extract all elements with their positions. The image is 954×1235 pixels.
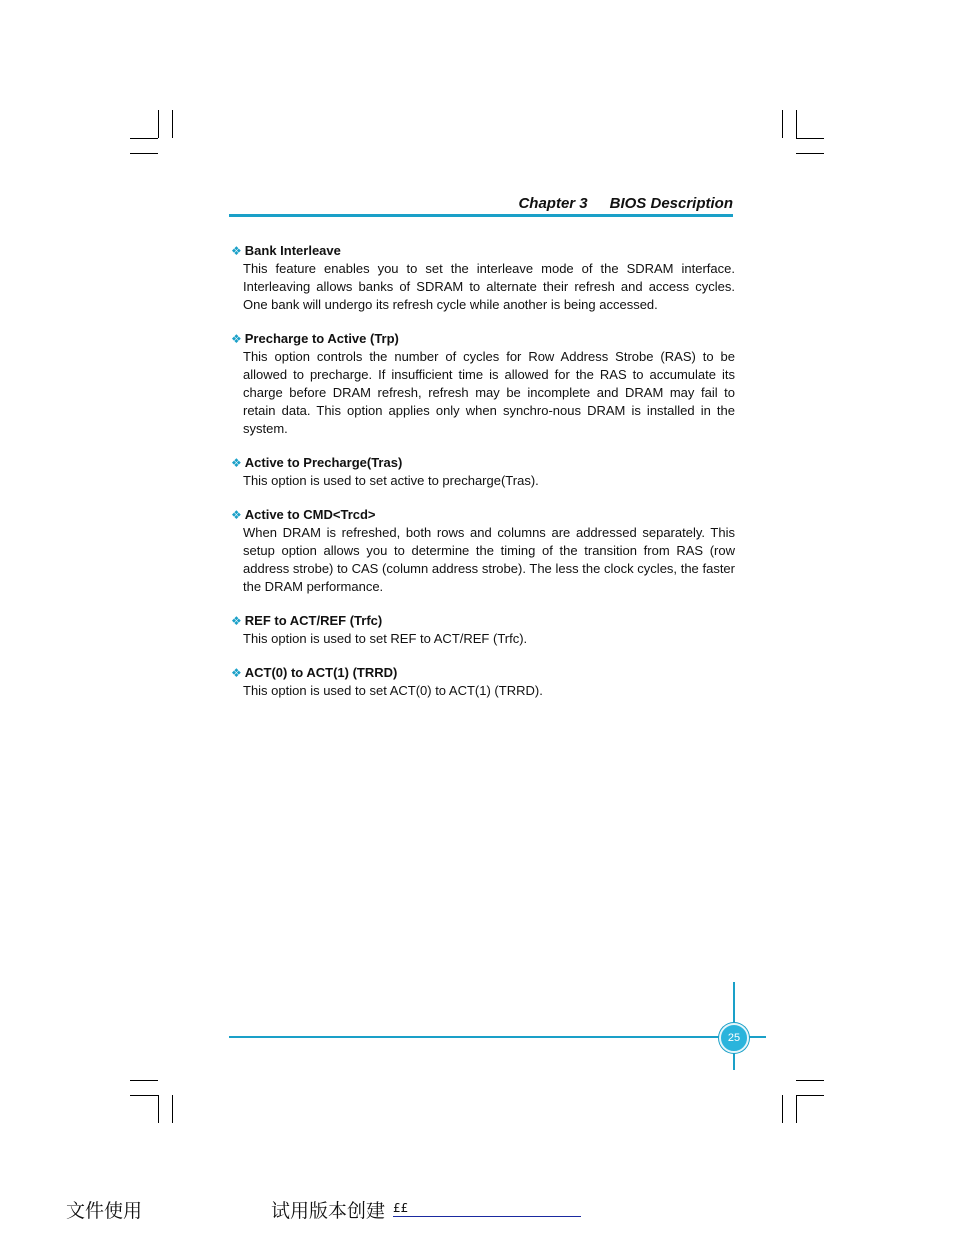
section-heading	[231, 506, 735, 524]
crop-mark-bottom-left-h	[130, 1080, 158, 1081]
section-title: Active to CMD<Trcd>	[244, 507, 376, 522]
section-title: REF to ACT/REF (Trfc)	[244, 613, 383, 628]
footer-underline	[393, 1216, 581, 1217]
section-text: This option is used to set active to precharge(Tras).	[243, 473, 539, 488]
crop-mark-bottom-right-v2	[796, 1095, 797, 1123]
section-text: When DRAM is refreshed, both rows and columns are addressed separately. This setup option allows you to determine the timing of the transition from RAS (row address strobe) to CAS (column address strobe). The less the clock cycles, the faster the DRAM performance.	[243, 525, 735, 594]
section-text: This option is used to set REF to ACT/REF (Trfc).	[243, 631, 528, 646]
crop-mark-top-right-h	[796, 138, 824, 139]
section-ref-to-act	[231, 612, 735, 648]
section-heading	[231, 612, 735, 630]
section-heading	[231, 330, 735, 348]
diamond-bullet-icon: ❖	[231, 244, 242, 258]
crop-mark-top-left-h	[130, 138, 158, 139]
section-active-to-cmd	[231, 506, 735, 596]
section-title: Active to Precharge(Tras)	[244, 455, 403, 470]
diamond-bullet-icon: ❖	[231, 614, 242, 628]
crop-mark-top-left-v	[158, 110, 159, 138]
main-content	[231, 242, 735, 716]
crop-mark-bottom-left-h2	[130, 1095, 158, 1096]
section-heading	[231, 664, 735, 682]
diamond-bullet-icon: ❖	[231, 508, 242, 522]
crop-mark-top-left-v2	[172, 110, 173, 138]
footer-left-text: 文件使用	[66, 1200, 143, 1222]
crop-mark-bottom-right-h	[796, 1080, 824, 1081]
crop-mark-top-right-v2	[796, 110, 797, 138]
section-text: This option controls the number of cycles for Row Address Strobe (RAS) to be allowed to precharge. If insufficient time is allowed for the RAS to accumulate its charge before DRAM refresh, refresh may be incomplete and DRAM may fail to retain data. This option applies only when synchro-nous DRAM is installed in the system.	[243, 349, 735, 436]
section-title: Bank Interleave	[244, 243, 341, 258]
chapter-label: Chapter 3	[518, 195, 588, 212]
section-heading	[231, 454, 735, 472]
diamond-bullet-icon: ❖	[231, 332, 242, 346]
crop-mark-bottom-left-v2	[172, 1095, 173, 1123]
section-title: Precharge to Active (Trp)	[244, 331, 399, 346]
crop-mark-top-right-v	[782, 110, 783, 138]
chapter-title: BIOS Description	[609, 195, 733, 212]
section-precharge-to-active	[231, 330, 735, 438]
crop-mark-top-left-h2	[130, 153, 158, 154]
page-header	[518, 195, 733, 212]
section-active-to-precharge	[231, 454, 735, 490]
diamond-bullet-icon: ❖	[231, 456, 242, 470]
section-act0-to-act1	[231, 664, 735, 700]
footer-middle-text: 试用版本创建	[271, 1200, 386, 1222]
diamond-bullet-icon: ❖	[231, 666, 242, 680]
footer-rule	[229, 1036, 766, 1038]
crop-mark-bottom-right-v	[782, 1095, 783, 1123]
section-title: ACT(0) to ACT(1) (TRRD)	[244, 665, 398, 680]
crop-mark-bottom-right-h2	[796, 1095, 824, 1096]
section-text: This option is used to set ACT(0) to ACT(1) (TRRD).	[243, 683, 543, 698]
section-heading	[231, 242, 735, 260]
section-bank-interleave	[231, 242, 735, 314]
crop-mark-top-right-h2	[796, 153, 824, 154]
page-number: 25	[719, 1023, 749, 1053]
section-text: This feature enables you to set the interleave mode of the SDRAM interface. Interleaving allows banks of SDRAM to alternate their refresh and access cycles. One bank will undergo its refresh cycle while another is being accessed.	[243, 261, 735, 312]
header-rule	[229, 214, 733, 217]
crop-mark-bottom-left-v	[158, 1095, 159, 1123]
footer-small-text: ££	[393, 1201, 409, 1215]
